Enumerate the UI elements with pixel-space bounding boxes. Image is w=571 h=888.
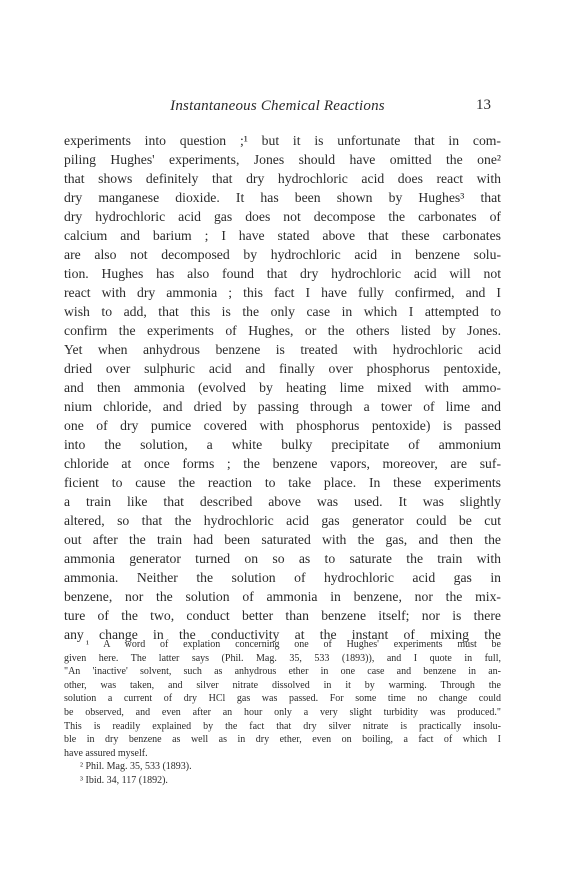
- footnote-line: This is readily explained by the fact that dry silver nitrate is practically insolu-: [64, 720, 501, 732]
- text-line: nium chloride, and dried by passing through a tower of lime and: [64, 399, 501, 414]
- text-line: ammonia. Neither the solution of hydrochloric acid gas in: [64, 570, 501, 585]
- text-line: dried over sulphuric acid and finally over phosphorus pentoxide,: [64, 361, 501, 376]
- footnote-line: ² Phil. Mag. 35, 533 (1893).: [80, 761, 192, 773]
- text-line: benzene, nor the solution of ammonia in benzene, nor the mix-: [64, 589, 501, 604]
- text-line: that shows definitely that dry hydrochloric acid does react with: [64, 171, 501, 186]
- text-line: confirm the experiments of Hughes, or the others listed by Jones.: [64, 323, 501, 338]
- text-line: ture of the two, conduct better than benzene itself; nor is there: [64, 608, 501, 623]
- page-number: 13: [476, 97, 491, 113]
- text-line: Yet when anhydrous benzene is treated with hydrochloric acid: [64, 342, 501, 357]
- text-line: out after the train had been saturated with the gas, and then the: [64, 532, 501, 547]
- footnote-line: ¹ A word of explation concerning one of Hughes' experiments must be: [86, 639, 501, 650]
- footnote-line: have assured myself.: [64, 747, 148, 759]
- text-line: a train like that described above was used. It was slightly: [64, 494, 501, 509]
- footnote-line: other, was taken, and silver nitrate dissolved in it by warming. Through the: [64, 679, 501, 691]
- text-line: piling Hughes' experiments, Jones should have omitted the one²: [64, 152, 501, 167]
- footnote-line: be observed, and even after an hour only a very slight turbidity was produced.": [64, 706, 501, 718]
- text-line: one of dry pumice covered with phosphorus pentoxide) is passed: [64, 418, 501, 433]
- text-line: dry hydrochloric acid gas does not decompose the carbonates of: [64, 209, 501, 224]
- text-line: tion. Hughes has also found that dry hydrochloric acid will not: [64, 266, 501, 281]
- text-line: calcium and barium ; I have stated above that these carbonates: [64, 228, 501, 243]
- body-text: [64, 131, 501, 644]
- text-line: and then ammonia (evolved by heating lime mixed with ammo-: [64, 380, 501, 395]
- text-line: react with dry ammonia ; this fact I have fully confirmed, and I: [64, 285, 501, 300]
- footnote-line: "An 'inactive' solvent, such as anhydrous ether in one case and benzene in an-: [64, 666, 501, 678]
- text-line: wish to add, that this is the only case in which I attempted to: [64, 304, 501, 319]
- running-head: Instantaneous Chemical Reactions: [170, 98, 385, 114]
- footnote-line: ble in dry benzene as well as in dry ether, even on boiling, a fact of which I: [64, 734, 501, 746]
- text-line: any change in the conductivity at the instant of mixing the: [64, 627, 501, 642]
- footnote-line: given here. The latter says (Phil. Mag. 35, 533 (1893)), and I quote in full,: [64, 652, 501, 664]
- text-line: experiments into question ;¹ but it is unfortunate that in com-: [64, 133, 501, 148]
- text-line: into the solution, a white bulky precipitate of ammonium: [64, 437, 501, 452]
- text-line: are also not decomposed by hydrochloric acid in benzene solu-: [64, 247, 501, 262]
- text-line: ficient to cause the reaction to take place. In these experiments: [64, 475, 501, 490]
- footnote-line: ³ Ibid. 34, 117 (1892).: [80, 774, 168, 786]
- page-header: [64, 98, 491, 122]
- footnotes: [64, 638, 501, 788]
- text-line: altered, so that the hydrochloric acid gas generator could be cut: [64, 513, 501, 528]
- text-line: ammonia generator turned on so as to saturate the train with: [64, 551, 501, 566]
- footnote-line: solution a current of dry HCl gas was passed. For some time no change could: [64, 693, 501, 705]
- text-line: chloride at once forms ; the benzene vapors, moreover, are suf-: [64, 456, 501, 471]
- text-line: dry manganese dioxide. It has been shown by Hughes³ that: [64, 190, 501, 205]
